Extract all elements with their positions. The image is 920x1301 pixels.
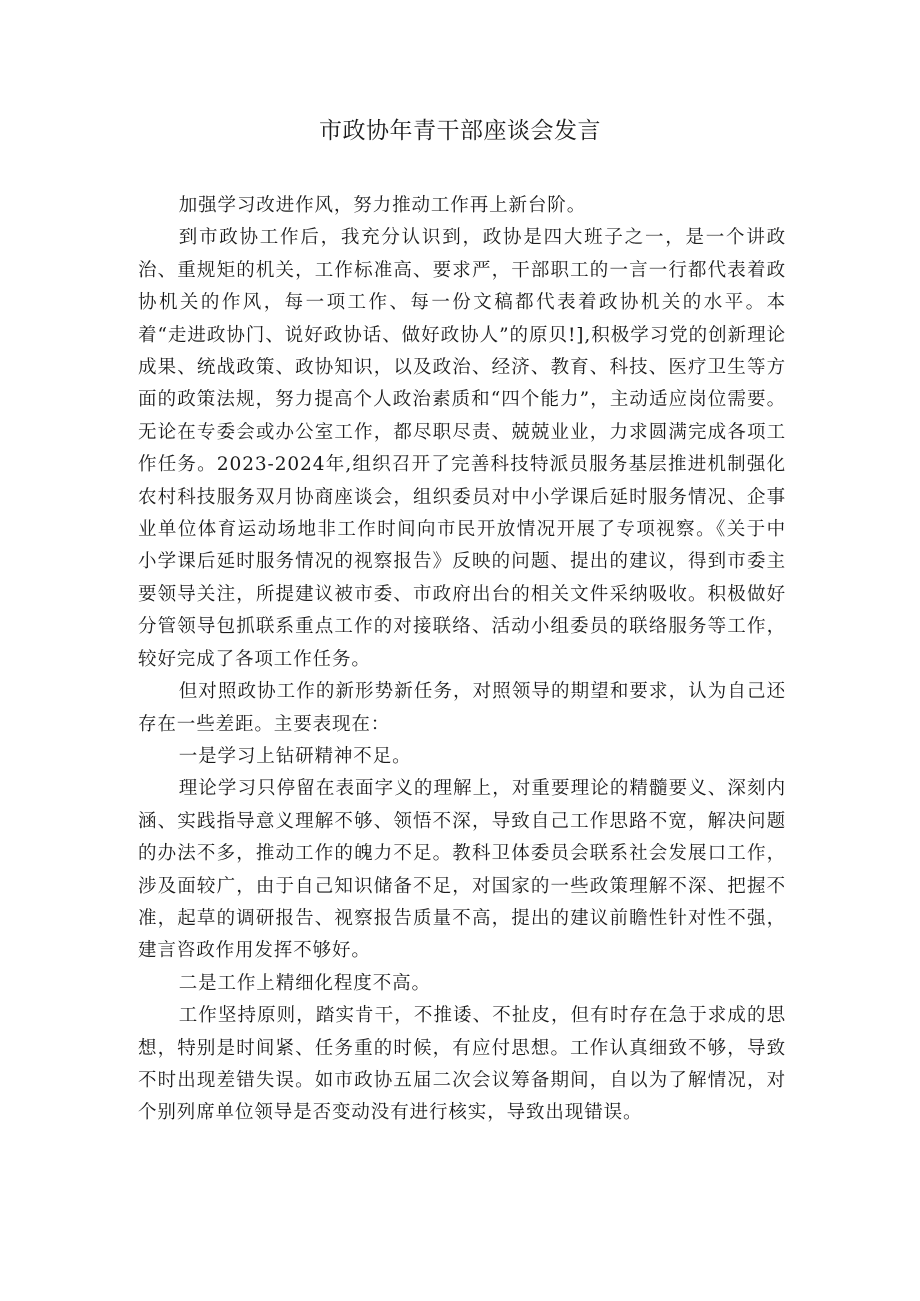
paragraph-heading-work: 二是工作上精细化程度不高。	[178, 972, 431, 994]
paragraph-gaps-intro: 但对照政协工作的新形势新任务，对照领导的期望和要求，认为自己还存在一些差距。主要表现在：	[138, 681, 786, 735]
paragraph-theme: 加强学习改进作风，努力推动工作再上新台阶。	[178, 195, 587, 216]
paragraph-heading-study: 一是学习上钻研精神不足。	[178, 745, 412, 767]
paragraph-work-summary: 到市政协工作后，我充分认识到，政协是四大班子之一，是一个讲政治、重规矩的机关，工作标准高、要求严，干部职工的一言一行都代表着政协机关的作风，每一项工作、每一份文稿都代表着政协机关的水平。本着“走进政协门、说好政协话、做好政协人”的原贝!],积极学习党的创新理论成果、统战政策、政协知识，以及政治、经济、教育、科技、医疗卫生等方面的政策法规，努力提高个人政治素质和“四个能力”，主动适应岗位需要。无论在专委会或办公室工作，都尽职尽责、兢兢业业，力求圆满完成各项工作任务。2023-2024年,组织召开了完善科技特派员服务基层推进机制强化农村科技服务双月协商座谈会，组织委员对中小学课后延时服务情况、企事业单位体育运动场地非工作时间向市民开放情况开展了专项视察。《关于中小学课后延时服务情况的视察报告》反映的问题、提出的建议，得到市委主要领导关注，所提建议被市委、市政府出台的相关文件采纳吸收。积极做好分管领导包抓联系重点工作的对接联络、活动小组委员的联络服务等工作，较好完成了各项工作任务。	[138, 227, 786, 670]
paragraph-work-detail: 工作坚持原则，踏实肯干，不推诿、不扯皮，但有时存在急于求成的思想，特别是时间紧、任务重的时候，有应付思想。工作认真细致不够，导致不时出现差错失误。如市政协五届二次会议筹备期间，自以为了解情况，对个别列席单位领导是否变动没有进行核实，导致出现错误。	[138, 1005, 786, 1124]
document-title: 市政协年青干部座谈会发言	[319, 118, 601, 144]
document-body	[138, 190, 786, 1130]
paragraph-study-detail: 理论学习只停留在表面字义的理解上，对重要理论的精髓要义、深刻内涵、实践指导意义理解不够、领悟不深，导致自己工作思路不宽，解决问题的办法不多，推动工作的魄力不足。教科卫体委员会联系社会发展口工作，涉及面较广，由于自己知识储备不足，对国家的一些政策理解不深、把握不准，起草的调研报告、视察报告质量不高，提出的建议前瞻性针对性不强，建言咨政作用发挥不够好。	[138, 778, 786, 962]
